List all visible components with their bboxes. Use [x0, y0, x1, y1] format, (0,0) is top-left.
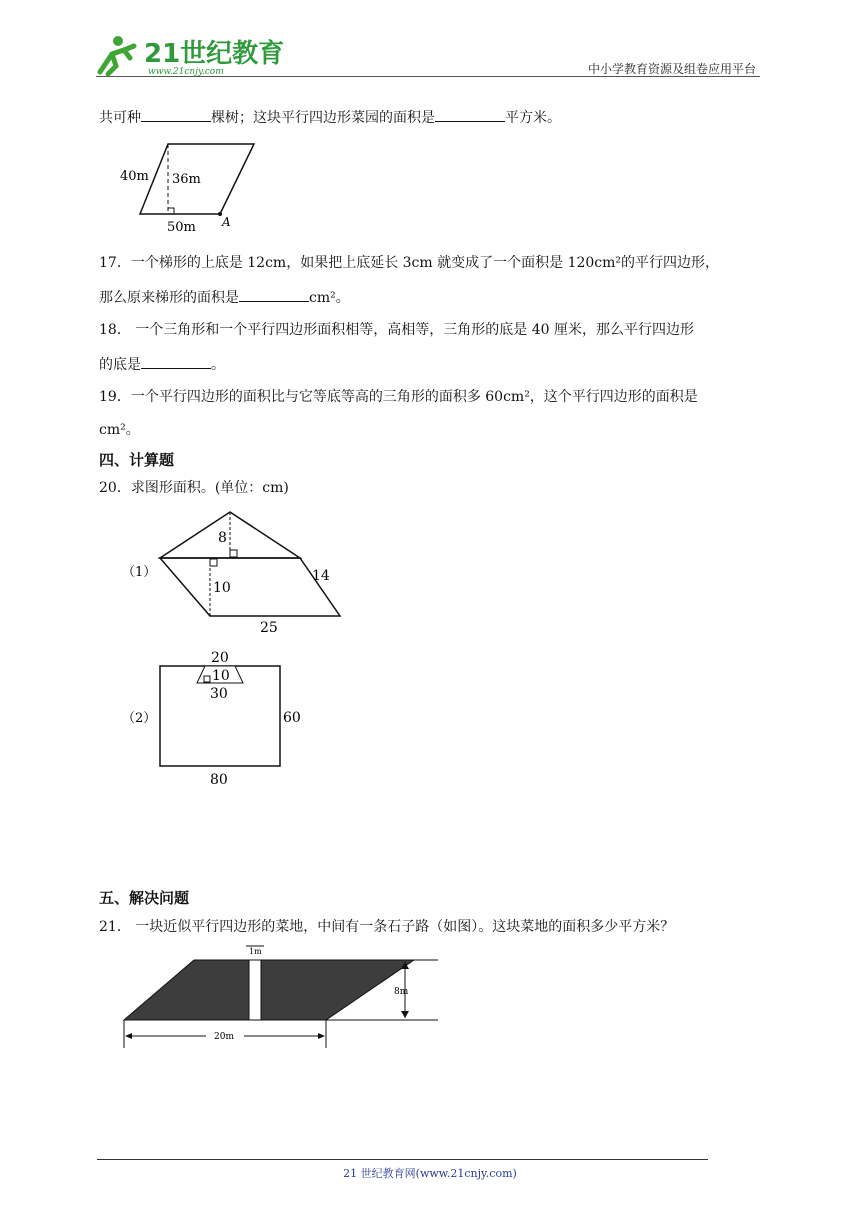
q17-line-2 — [99, 286, 350, 308]
logo-url-text: www.21cnjy.com — [148, 67, 224, 77]
vegetable-field-shape — [124, 960, 414, 1020]
q18-line-2 — [99, 353, 225, 375]
base-arrow-left — [125, 1033, 132, 1039]
fig1-label: （1） — [122, 565, 157, 580]
right-angle-mark-2 — [210, 559, 217, 566]
q21-stem: 21． 一块近似平行四边形的菜地，中间有一条石子路（如图）。这块菜地的面积多少平方米？ — [99, 919, 675, 935]
top-label: 20 — [211, 650, 229, 666]
q17-suffix: cm²。 — [309, 290, 350, 306]
right-angle-mark-1 — [230, 550, 237, 557]
q18-line-1: 18． 一个三角形和一个平行四边形面积相等，高相等，三角形的底是 40 厘米，那么平行四边形 — [99, 322, 694, 338]
header-divider — [96, 76, 760, 77]
field-base-label: 20m — [214, 1032, 234, 1042]
logo-main-text: 21世纪教育 — [144, 39, 285, 69]
q16-line — [99, 106, 561, 128]
mid-label: 10 — [212, 668, 230, 684]
q16-mid: 棵树；这块平行四边形菜园的面积是 — [211, 110, 435, 126]
height-arrow-down — [401, 1011, 409, 1018]
height-label: 36m — [172, 172, 201, 187]
q18-suffix: 。 — [211, 357, 225, 373]
q17-prefix: 那么原来梯形的面积是 — [99, 290, 239, 306]
q20-figure-2 — [120, 646, 320, 788]
q16-prefix: 共可种 — [99, 110, 141, 126]
q21-figure — [116, 944, 446, 1052]
tri-height-label: 8 — [218, 530, 227, 546]
q16-parallelogram-figure — [110, 138, 270, 236]
footer-divider — [97, 1159, 708, 1160]
base-label: 50m — [167, 220, 196, 235]
q20-stem: 20．求图形面积。(单位：cm) — [99, 480, 289, 496]
trapezoid-shape — [160, 558, 340, 616]
fig2-label: （2） — [122, 711, 157, 726]
q20-figure-1 — [120, 506, 350, 638]
q18-prefix: 的底是 — [99, 357, 141, 373]
q18-blank[interactable] — [141, 353, 211, 369]
section-4-title: 四、计算题 — [99, 451, 175, 469]
q16-blank-1[interactable] — [141, 106, 211, 122]
platform-name: 中小学教育资源及组卷应用平台 — [587, 62, 756, 76]
field-height-label: 8m — [394, 987, 409, 997]
q17-line-1: 17．一个梯形的上底是 12cm，如果把上底延长 3cm 就变成了一个面积是 120cm²的平行四边形， — [99, 255, 720, 271]
side-label: 60 — [283, 710, 301, 726]
road-width-label: 1m — [249, 947, 262, 956]
base-arrow-right — [318, 1033, 325, 1039]
bottom-label: 30 — [210, 686, 228, 702]
q19-line-1: 19．一个平行四边形的面积比与它等底等高的三角形的面积多 60cm²，这个平行四边形的面积是 — [99, 389, 698, 405]
site-logo — [94, 32, 285, 78]
right-angle-mark — [168, 208, 174, 214]
section-5-title: 五、解决问题 — [99, 889, 190, 907]
fig2-base-label: 80 — [210, 772, 228, 788]
footer-link[interactable]: 21 世纪教育网(www.21cnjy.com) — [343, 1167, 517, 1180]
runner-icon — [100, 36, 134, 74]
q19-line-2: cm²。 — [99, 422, 140, 438]
trap-height-label: 10 — [213, 580, 231, 596]
q16-suffix: 平方米。 — [505, 110, 561, 126]
point-a-label: A — [222, 215, 231, 229]
q17-blank[interactable] — [239, 286, 309, 302]
slant-label: 14 — [312, 568, 330, 584]
side-label: 40m — [120, 169, 149, 184]
stone-road — [249, 960, 261, 1020]
q16-blank-2[interactable] — [435, 106, 505, 122]
fig1-base-label: 25 — [260, 620, 278, 636]
